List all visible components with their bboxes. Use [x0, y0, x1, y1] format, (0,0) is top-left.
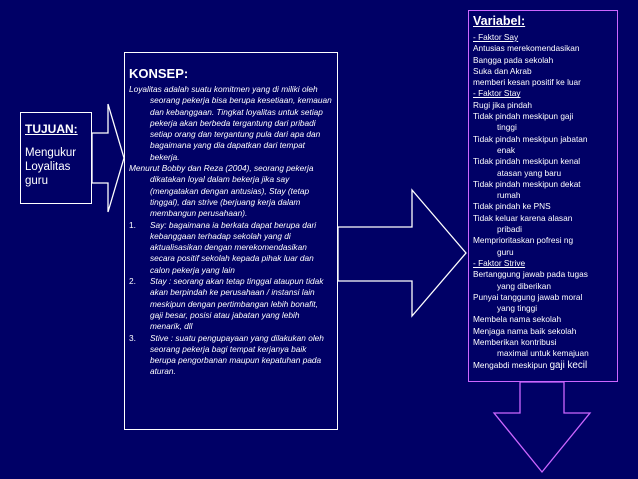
- variabel-item: tinggi: [497, 122, 517, 133]
- tujuan-title: TUJUAN:: [25, 122, 78, 136]
- konsep-paragraph: Loyalitas adalah suatu komitmen yang di miliki oleh seorang pekerja bisa berupa kesetiaan, kemauan dan kebanggaan. Tingkat loyalitas untuk setiap pekerja akan berbeda tergantung dari pribadi setiap orang dan tergantung pula dari apa dan bagaimana yang dia dapatkan dari tempat bekerja.: [129, 84, 332, 162]
- konsep-item-text: Say: bagaimana ia berkata dapat berupa dari kebanggaan terhadap sekolah yang di aktualisasikan dengan merekomendasikan secara positif sekolah kepada pihak luar dan calon pekerja yang lain: [150, 219, 317, 275]
- arrow-variabel-down: [494, 382, 590, 472]
- konsep-item-number: 1.: [129, 219, 136, 230]
- arrow-konsep-to-variabel: [338, 190, 466, 316]
- konsep-box: [124, 52, 338, 430]
- konsep-item: [129, 333, 333, 378]
- variabel-item: enak: [497, 144, 515, 155]
- variabel-item: Rugi jika pindah: [473, 99, 533, 110]
- konsep-item-text: Stive : suatu pengupayaan yang dilakukan oleh seorang pekerja bagi tempat kerjanya baik berupa pengorbanan maupun kepatuhan pada aturan.: [150, 332, 324, 377]
- variabel-item: Tidak pindah ke PNS: [473, 201, 551, 212]
- variabel-item-tail: gaji kecil: [549, 359, 588, 371]
- konsep-item: [129, 276, 333, 332]
- arrow-tujuan-to-konsep: [92, 104, 124, 212]
- variabel-title: Variabel:: [473, 14, 526, 28]
- variabel-list: [473, 32, 613, 371]
- variabel-item: memberi kesan positif ke luar: [473, 77, 581, 88]
- konsep-item-text: Stay : seorang akan tetap tinggal ataupun tidak akan berpindah ke perusahaan / instansi lain meskipun dengan pertimbangan lebih bonafit, gaji besar, posisi atau jabatan yang lebih menarik, dll: [150, 276, 324, 332]
- konsep-item-number: 3.: [129, 332, 136, 343]
- variabel-item: Antusias merekomendasikan: [473, 43, 580, 54]
- variabel-item: Memprioritaskan pofresi ng: [473, 235, 574, 246]
- variabel-item: Tidak pindah meskipun jabatan: [473, 133, 588, 144]
- variabel-factor-header: - Faktor Stay: [473, 88, 521, 99]
- variabel-item: maximal untuk kemajuan: [497, 348, 589, 359]
- variabel-item: Memberikan kontribusi: [473, 337, 557, 348]
- konsep-title: KONSEP:: [129, 66, 189, 81]
- variabel-item: Menjaga nama baik sekolah: [473, 325, 577, 336]
- variabel-item: Membela nama sekolah: [473, 314, 562, 325]
- konsep-item: [129, 220, 333, 276]
- variabel-item: pribadi: [497, 224, 522, 235]
- variabel-item: Tidak pindah meskipun kenal: [473, 156, 581, 167]
- variabel-item: Punyai tanggung jawab moral: [473, 291, 583, 302]
- tujuan-box: [20, 112, 92, 204]
- variabel-item: atasan yang baru: [497, 167, 562, 178]
- variabel-item: Suka dan Akrab: [473, 65, 532, 76]
- variabel-item: Bertanggung jawab pada tugas: [473, 269, 588, 280]
- variabel-item: Tidak keluar karena alasan: [473, 212, 573, 223]
- variabel-factor-header: - Faktor Say: [473, 32, 519, 42]
- variabel-item: rumah: [497, 190, 521, 201]
- tujuan-body: Mengukur Loyalitas guru: [25, 147, 77, 187]
- konsep-paragraph: Menurut Bobby dan Reza (2004), seorang pekerja dikatakan loyal dalam bekerja jika say (mengatakan dengan antusias), Stay (tetap tinggal), dan strive (berjuang kerja dalam membangun perusahaan).: [129, 163, 314, 219]
- konsep-item-number: 2.: [129, 276, 136, 287]
- variabel-item: yang tinggi: [497, 303, 538, 314]
- variabel-factor-header: - Faktor Strive: [473, 257, 526, 268]
- variabel-item: Tidak pindah meskipun dekat: [473, 178, 581, 189]
- variabel-box: [468, 10, 618, 382]
- variabel-item: Bangga pada sekolah: [473, 54, 554, 65]
- variabel-item: Mengabdi meskipun gaji kecil: [473, 359, 588, 371]
- variabel-item: Tidak pindah meskipun gaji: [473, 111, 574, 122]
- variabel-item: yang diberikan: [497, 280, 551, 291]
- variabel-item: guru: [497, 246, 514, 257]
